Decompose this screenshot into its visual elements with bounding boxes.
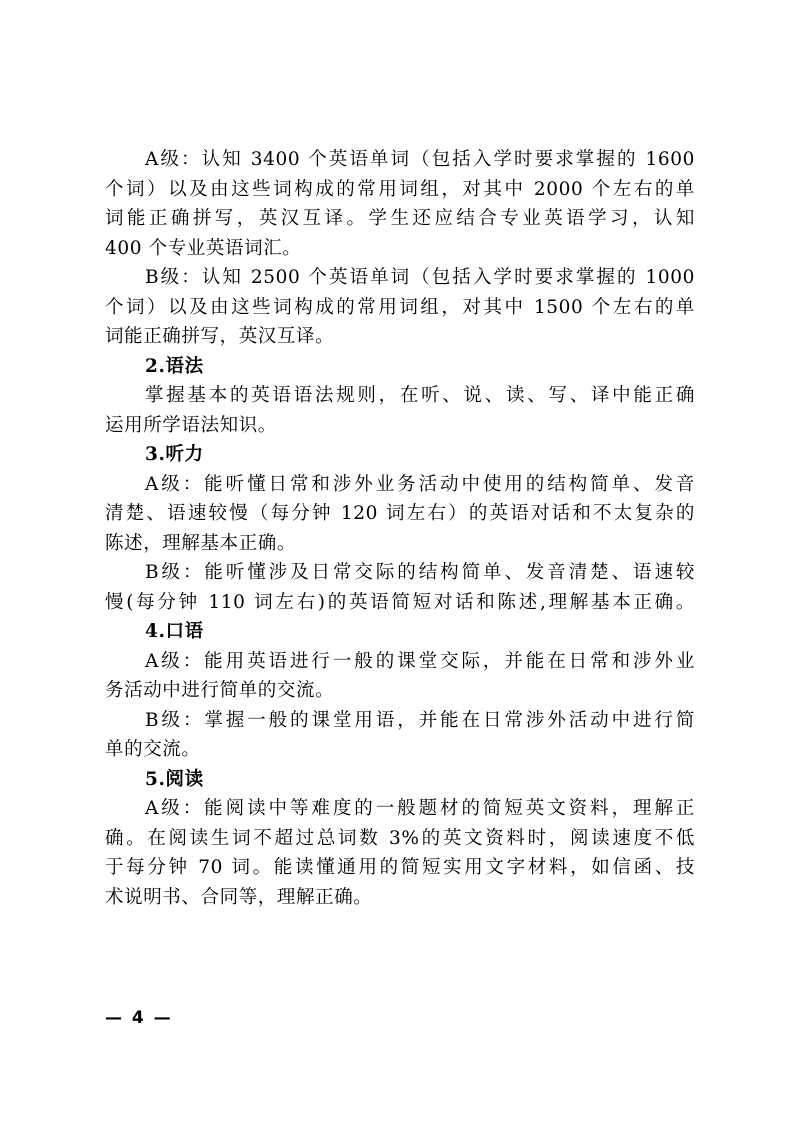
text-line: B级：认知 2500 个英语单词（包括入学时要求掌握的 1000 [145,267,695,288]
text-line: 个词）以及由这些词构成的常用词组，对其中 2000 个左右的单 [105,178,695,200]
text-line: 务活动中进行简单的交流。 [105,680,335,701]
text-line: A级：能听懂日常和涉外业务活动中使用的结构简单、发音 [145,473,695,495]
text-line: B级：能听懂涉及日常交际的结构简单、发音清楚、语速较 [145,562,695,583]
text-line: 词能正确拼写，英汉互译。 [105,326,335,347]
text-line: A级：能阅读中等难度的一般题材的简短英文资料，理解正 [145,798,695,819]
section-heading-reading: 5.阅读 [145,768,204,790]
section-heading-speaking: 4.口语 [145,621,204,642]
section-heading-listening: 3.听力 [145,444,204,465]
text-line: B级：掌握一般的课堂用语，并能在日常涉外活动中进行简 [145,709,695,731]
text-line: A级：认知 3400 个英语单词（包括入学时要求掌握的 1600 [145,149,695,170]
page-number: — 4 — [105,1008,173,1028]
text-line: 术说明书、合同等，理解正确。 [105,886,373,908]
text-line: A级：能用英语进行一般的课堂交际，并能在日常和涉外业 [145,650,695,672]
text-line: 陈述，理解基本正确。 [105,532,297,554]
text-line: 慢(每分钟 110 词左右)的英语简短对话和陈述,理解基本正确。 [105,591,695,613]
text-line: 于每分钟 70 词。能读懂通用的简短实用文字材料，如信函、技 [105,857,695,878]
text-line: 词能正确拼写，英汉互译。学生还应结合专业英语学习，认知 [105,208,695,229]
document-body [105,145,695,912]
section-heading-grammar: 2.语法 [145,355,204,377]
text-line: 运用所学语法知识。 [105,414,277,436]
text-line: 个词）以及由这些词构成的常用词组，对其中 1500 个左右的单 [105,296,695,318]
text-line: 清楚、语速较慢（每分钟 120 词左右）的英语对话和不太复杂的 [105,503,695,524]
text-line: 掌握基本的英语语法规则，在听、说、读、写、译中能正确 [145,385,695,406]
text-line: 确。在阅读生词不超过总词数 3%的英文资料时，阅读速度不低 [105,827,695,849]
text-line: 单的交流。 [105,739,201,760]
text-line: 400 个专业英语词汇。 [105,237,302,259]
